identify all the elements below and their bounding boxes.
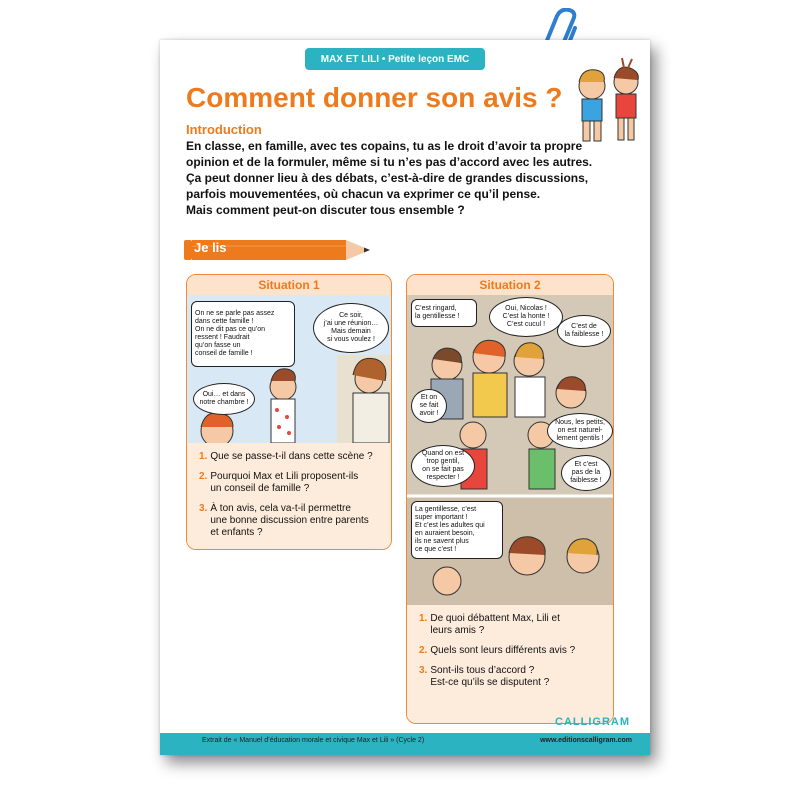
bubble-line: On ne se parle pas assez xyxy=(195,310,275,317)
bubble-line: ils ne savent plus xyxy=(415,538,469,545)
bubble-line: notre chambre ! xyxy=(199,399,249,406)
bubble-line: si vous voulez ! xyxy=(327,336,375,343)
question-number: 2. xyxy=(419,645,428,656)
worksheet-page xyxy=(160,40,650,755)
bubble-line: C’est ringard, xyxy=(415,305,457,312)
question-item xyxy=(419,665,603,689)
bubble-line: respecter ! xyxy=(426,474,460,481)
bubble-line: trop gentil, xyxy=(426,458,460,465)
footer-credit: Extrait de « Manuel d’éducation morale et civique Max et Lili » (Cycle 2) xyxy=(202,737,425,744)
max-lili-illustration xyxy=(568,56,650,148)
bubble-line: On ne dit pas ce qu’on xyxy=(195,326,266,333)
bubble-line: Et c’est xyxy=(574,461,598,468)
question-text: et enfants ? xyxy=(210,527,263,538)
situation-2-title: Situation 2 xyxy=(407,275,613,295)
bubble-line: C’est la honte ! xyxy=(502,313,550,320)
bubble-line: faiblesse ! xyxy=(570,477,602,484)
bubble-line: C’est de xyxy=(571,323,597,330)
bubble-line: la gentillesse ! xyxy=(415,313,460,320)
page-title: Comment donner son avis ? xyxy=(186,82,563,113)
bubble-line: Oui, Nicolas ! xyxy=(505,305,547,312)
section-label: Je lis xyxy=(194,240,227,255)
bubble-line: Mais demain xyxy=(331,328,371,335)
bubble-line: Ce soir, xyxy=(339,312,363,319)
question-text: un conseil de famille ? xyxy=(210,483,310,494)
situation-1-card xyxy=(186,274,392,550)
question-text: leurs amis ? xyxy=(430,625,485,636)
speech-bubble xyxy=(193,383,255,415)
bubble-line: on se fait pas xyxy=(422,466,464,473)
bubble-line: ressent ! Faudrait xyxy=(195,334,250,341)
speech-bubble xyxy=(411,445,475,487)
situation-2-card xyxy=(406,274,614,724)
intro-line: parfois mouvementées, où chacun va exprimer ce qu’il pense. xyxy=(186,187,541,201)
question-item xyxy=(419,645,603,657)
bubble-line: ce que c’est ! xyxy=(415,546,457,553)
speech-bubble xyxy=(313,303,389,353)
intro-line: En classe, en famille, avec tes copains, tu as le droit d’avoir ta propre xyxy=(186,139,583,153)
brand-logo: CALLIGRAM xyxy=(555,716,630,728)
bubble-line: pas de la xyxy=(571,469,601,476)
question-item xyxy=(419,613,603,637)
header-tab: MAX ET LILI • Petite leçon EMC xyxy=(305,48,485,70)
speech-bubble xyxy=(561,455,611,491)
bubble-line: Et on xyxy=(420,394,438,401)
bubble-line: Nous, les petits, xyxy=(555,419,605,426)
bubble-line: j’ai une réunion… xyxy=(323,320,379,327)
question-number: 3. xyxy=(199,503,208,514)
question-text: Que se passe-t-il dans cette scène ? xyxy=(210,451,373,462)
question-item xyxy=(199,503,381,539)
bubble-line: en auraient besoin, xyxy=(415,530,475,537)
question-text: une bonne discussion entre parents xyxy=(210,515,369,526)
intro-text xyxy=(186,138,626,218)
speech-bubble xyxy=(547,413,613,449)
question-text: De quoi débattent Max, Lili et xyxy=(430,613,560,624)
question-number: 1. xyxy=(199,451,208,462)
bubble-line: super important ! xyxy=(415,514,468,521)
situation-2-comic xyxy=(407,295,613,605)
speech-bubble xyxy=(411,299,477,327)
bubble-line: La gentillesse, c’est xyxy=(415,506,477,513)
question-text: Quels sont leurs différents avis ? xyxy=(430,645,576,656)
question-number: 1. xyxy=(419,613,428,624)
situation-1-questions xyxy=(187,443,391,549)
bubble-line: avoir ! xyxy=(419,410,439,417)
situation-1-comic xyxy=(187,295,391,443)
bubble-line: qu’on fasse un xyxy=(195,342,241,349)
situation-2-questions xyxy=(407,605,613,723)
bubble-line: on est naturel- xyxy=(557,427,603,434)
question-item xyxy=(199,451,381,463)
bubble-line: se fait xyxy=(419,402,439,409)
bubble-line: conseil de famille ! xyxy=(195,350,253,357)
bubble-line: lement gentils ! xyxy=(556,435,604,442)
speech-bubble xyxy=(489,297,563,337)
question-number: 2. xyxy=(199,471,208,482)
question-number: 3. xyxy=(419,665,428,676)
bubble-line: la faiblesse ! xyxy=(564,331,604,338)
bubble-line: Et c’est les adultes qui xyxy=(415,522,485,529)
question-text: À ton avis, cela va-t-il permettre xyxy=(210,503,351,514)
speech-bubble xyxy=(191,301,295,367)
situation-1-title: Situation 1 xyxy=(187,275,391,295)
bubble-line: dans cette famille ! xyxy=(195,318,254,325)
footer-url: www.editionscalligram.com xyxy=(540,737,632,744)
question-item xyxy=(199,471,381,495)
question-text: Sont-ils tous d’accord ? xyxy=(430,665,535,676)
speech-bubble xyxy=(411,501,503,559)
question-text: Est-ce qu’ils se disputent ? xyxy=(430,677,550,688)
speech-bubble xyxy=(411,389,447,423)
question-text: Pourquoi Max et Lili proposent-ils xyxy=(210,471,359,482)
bubble-line: Quand on est xyxy=(421,450,465,457)
bubble-line: C’est cucul ! xyxy=(506,321,546,328)
intro-heading: Introduction xyxy=(186,122,262,137)
intro-line: Mais comment peut-on discuter tous ensemble ? xyxy=(186,203,465,217)
intro-line: Ça peut donner lieu à des débats, c’est-à-dire de grandes discussions, xyxy=(186,171,589,185)
bubble-line: Oui… et dans xyxy=(202,391,246,398)
intro-line: opinion et de la formuler, même si tu n’es pas d’accord avec les autres. xyxy=(186,155,593,169)
speech-bubble xyxy=(557,315,611,347)
